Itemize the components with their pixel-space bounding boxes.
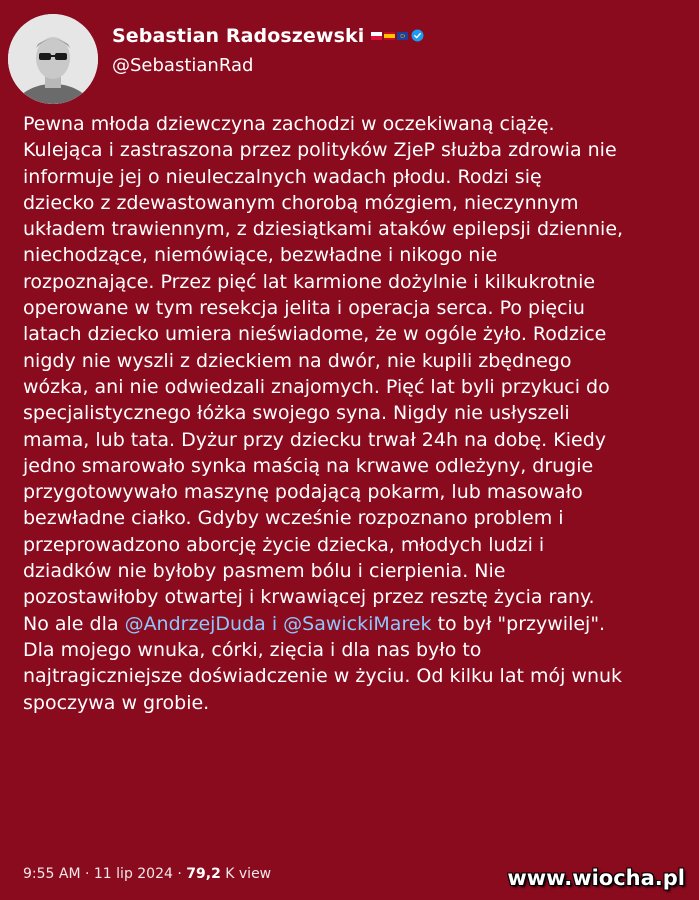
watermark: www.wiocha.pl <box>507 866 685 890</box>
name-row <box>112 25 424 47</box>
mention-joiner: i <box>265 612 284 635</box>
flag-eu-icon <box>397 32 408 40</box>
mention-andrzejduda[interactable]: @AndrzejDuda <box>124 612 266 635</box>
author-block <box>112 25 424 76</box>
author-handle[interactable]: @SebastianRad <box>112 54 254 76</box>
flag-spain-icon <box>384 32 395 40</box>
tweet-meta <box>23 866 271 882</box>
tweet-timestamp[interactable]: 9:55 AM · 11 lip 2024 · <box>23 866 187 882</box>
views-label: K view <box>220 866 272 882</box>
avatar[interactable] <box>8 14 98 104</box>
tweet-text-tail: to był "przywilej". Dla mojego wnuka, córki, zięcia i dla nas było to najtragiczniejsze doświadczenie w życiu. Od kilku lat mój wnuk spoczywa w grobie. <box>23 612 623 714</box>
views-count: 79,2 <box>186 866 221 882</box>
author-display-name[interactable]: Sebastian Radoszewski <box>112 24 365 47</box>
verified-badge-icon <box>411 29 424 42</box>
tweet-text-body: Pewna młoda dziewczyna zachodzi w oczekiwaną ciążę. Kulejąca i zastraszona przez polityków ZjeP służba zdrowia nie informuje jej o nieuleczalnych wadach płodu. Rodzi się dziecko z zdewastowanym chorobą mózgiem, nieczynnym układem trawiennym, z dziesiątkami ataków epilepsji dziennie, niechodzące, niemówiące, bezwładne i nikogo nie rozpoznające. Przez pięć lat karmione dożylnie i kilkukrotnie operowane w tym resekcja jelita i operacja serca. Po pięciu latach dziecko umiera nieświadome, że w ogóle żyło. Rodzice nigdy nie wyszli z dzieckiem na dwór, nie kupili zbędnego wózka, ani nie odwiedzali znajomych. Pięć lat byli przykuci do specjalistycznego łóżka swojego syna. Nigdy nie usłyszeli mama, lub tata. Dyżur przy dziecku trwał 24h na dobę. Kiedy jedno smarowało synka maścią na krwawe odleżyny, drugie przygotowywało maszynę podającą pokarm, lub masowało bezwładne ciałko. Gdyby wcześnie rozpoznano problem i przeprowadzono aborcję życie dziecka, młodych ludzi i dziadków nie byłoby pasmem bólu i cierpienia. Nie pozostawiłoby otwartej i krwawiącej przez resztę życia rany. No ale dla <box>23 113 624 635</box>
tweet-header <box>8 14 424 104</box>
flags <box>371 32 408 40</box>
tweet-text <box>23 111 688 716</box>
flag-poland-icon <box>371 32 382 40</box>
mention-sawickimarek[interactable]: @SawickiMarek <box>283 612 432 635</box>
